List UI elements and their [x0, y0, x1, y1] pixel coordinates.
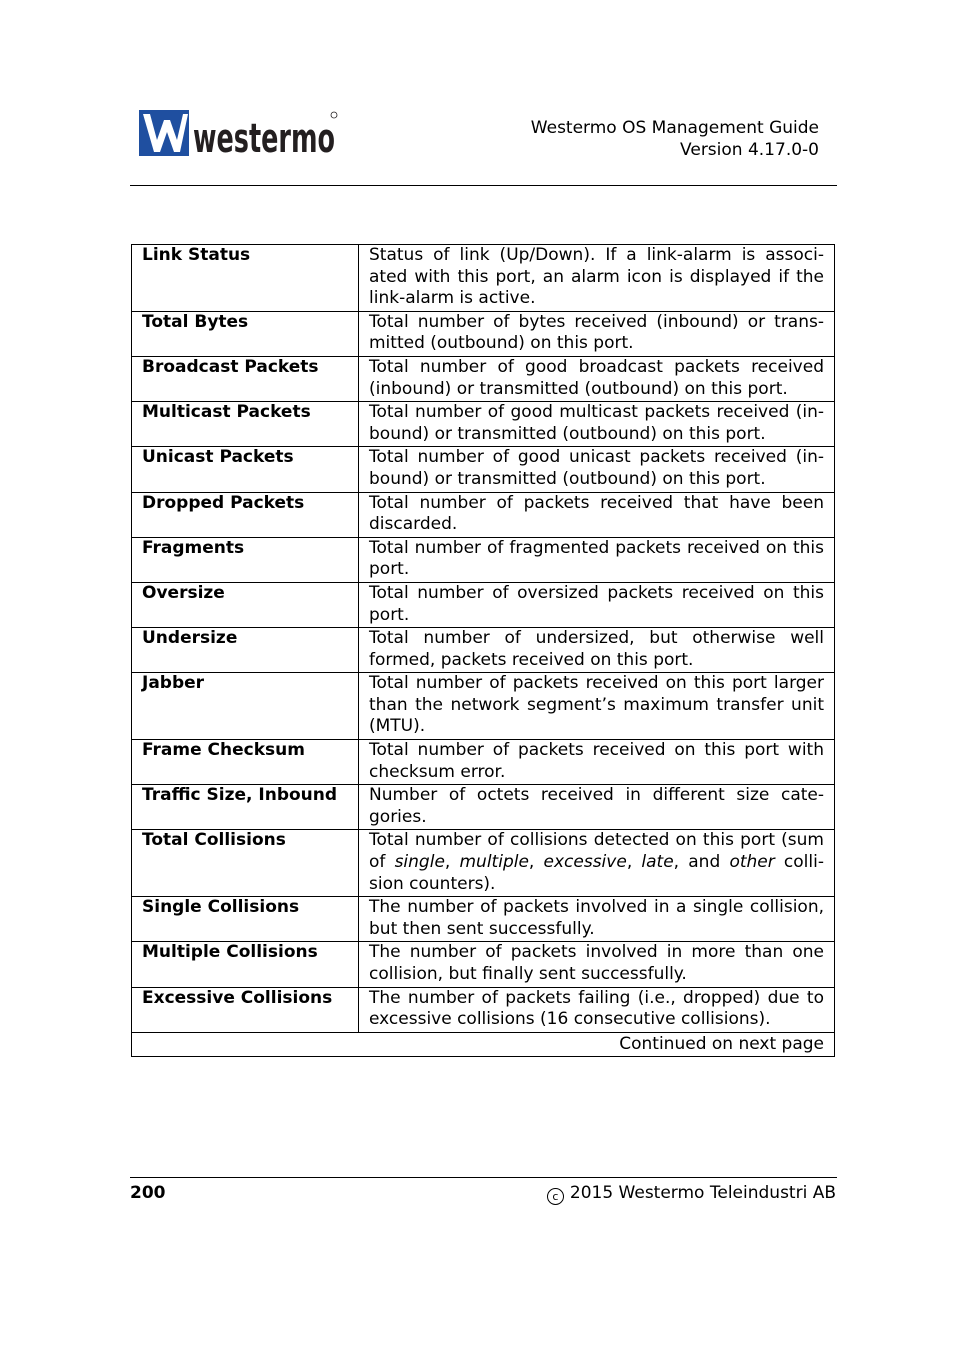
table-row: [132, 492, 835, 537]
term-cell: Oversize: [132, 582, 359, 627]
header-rule: [130, 185, 837, 186]
table-row: [132, 942, 835, 987]
port-statistics-table: [131, 244, 835, 1057]
term-cell: Total Collisions: [132, 830, 359, 897]
table-row: [132, 740, 835, 785]
table-row: [132, 245, 835, 312]
guide-version: Version 4.17.0-0: [680, 140, 819, 160]
table-row: [132, 987, 835, 1032]
description-text: ,: [444, 852, 460, 873]
table-row: [132, 356, 835, 401]
description-cell: Status of link (Up/Down). If a link-alarm is associ-ated with this port, an alarm icon is displayed if the link-alarm is active.: [359, 245, 835, 312]
document-title: [531, 117, 819, 161]
continued-note: Continued on next page: [132, 1032, 835, 1057]
emphasis-text: late: [641, 852, 674, 873]
table-row: [132, 785, 835, 830]
guide-title: Westermo OS Management Guide: [530, 118, 819, 138]
term-cell: Link Status: [132, 245, 359, 312]
table-row: [132, 447, 835, 492]
description-cell: [359, 830, 835, 897]
term-cell: Jabber: [132, 673, 359, 740]
term-cell: Multiple Collisions: [132, 942, 359, 987]
description-cell: The number of packets involved in a single collision, but then sent successfully.: [359, 897, 835, 942]
page-number: 200: [130, 1183, 166, 1203]
continued-row: [132, 1032, 835, 1057]
emphasis-text: excessive: [543, 852, 627, 873]
copyright-text: 2015 Westermo Teleindustri AB: [569, 1183, 836, 1203]
term-cell: Total Bytes: [132, 311, 359, 356]
description-cell: Total number of packets received on this port with checksum error.: [359, 740, 835, 785]
table-row: [132, 537, 835, 582]
description-text: colli-sion counters).: [369, 852, 824, 894]
logo-wordmark: westermo: [193, 116, 335, 162]
description-cell: Total number of fragmented packets received on this port.: [359, 537, 835, 582]
table-row: [132, 628, 835, 673]
emphasis-text: other: [729, 852, 775, 873]
table-row: [132, 311, 835, 356]
term-cell: Dropped Packets: [132, 492, 359, 537]
term-cell: Excessive Collisions: [132, 987, 359, 1032]
term-cell: Fragments: [132, 537, 359, 582]
description-cell: Total number of good unicast packets received (in-bound) or transmitted (outbound) on this port.: [359, 447, 835, 492]
description-text: Total number of collisions detected on this port (sum of: [369, 830, 824, 873]
description-cell: Total number of good multicast packets received (in-bound) or transmitted (outbound) on this port.: [359, 402, 835, 447]
description-cell: Total number of packets received on this port larger than the network segment’s maximum transfer unit (MTU).: [359, 673, 835, 740]
description-cell: Total number of good broadcast packets received (inbound) or transmitted (outbound) on this port.: [359, 356, 835, 401]
table-row: [132, 402, 835, 447]
term-cell: Undersize: [132, 628, 359, 673]
description-cell: The number of packets involved in more than one collision, but finally sent successfully.: [359, 942, 835, 987]
copyright-notice: [547, 1183, 836, 1205]
footer-rule: [130, 1177, 837, 1178]
term-cell: Frame Checksum: [132, 740, 359, 785]
description-cell: Total number of bytes received (inbound) or trans-mitted (outbound) on this port.: [359, 311, 835, 356]
description-cell: Total number of undersized, but otherwise well formed, packets received on this port.: [359, 628, 835, 673]
emphasis-text: single: [394, 852, 445, 873]
table-row: [132, 673, 835, 740]
table-row: [132, 830, 835, 897]
description-text: , and: [673, 852, 730, 873]
term-cell: Single Collisions: [132, 897, 359, 942]
description-text: ,: [626, 852, 642, 873]
term-cell: Unicast Packets: [132, 447, 359, 492]
copyright-icon: c: [547, 1188, 564, 1205]
term-cell: Traffic Size, Inbound: [132, 785, 359, 830]
emphasis-text: multiple: [459, 852, 529, 873]
table-row: [132, 897, 835, 942]
description-cell: Number of octets received in different size cate-gories.: [359, 785, 835, 830]
term-cell: Multicast Packets: [132, 402, 359, 447]
description-text: ,: [528, 852, 544, 873]
description-cell: Total number of packets received that have been discarded.: [359, 492, 835, 537]
term-cell: Broadcast Packets: [132, 356, 359, 401]
westermo-logo: [139, 110, 339, 162]
table-row: [132, 582, 835, 627]
description-cell: The number of packets failing (i.e., dropped) due to excessive collisions (16 consecutive collisions).: [359, 987, 835, 1032]
description-cell: Total number of oversized packets received on this port.: [359, 582, 835, 627]
